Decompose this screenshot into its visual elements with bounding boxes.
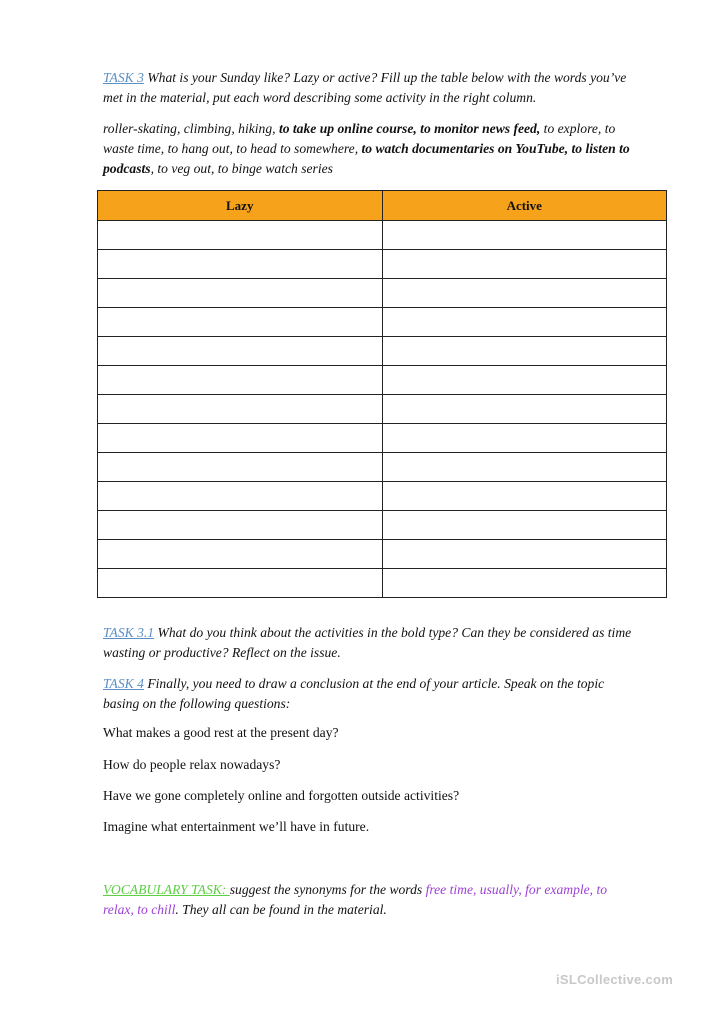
lazy-cell[interactable] — [98, 395, 383, 424]
vocabulary-task-text1: suggest the synonyms for the words — [229, 882, 426, 897]
word-list-part1: roller-skating, climbing, hiking, — [103, 121, 279, 136]
task31-label: TASK 3.1 — [103, 625, 155, 640]
question-item: How do people relax nowadays? — [103, 757, 281, 772]
lazy-cell[interactable] — [98, 453, 383, 482]
active-cell[interactable] — [382, 221, 667, 250]
active-cell[interactable] — [382, 250, 667, 279]
table-row — [98, 540, 667, 569]
word-list-bold1: to take up online course, to monitor news feed, — [278, 121, 541, 136]
question-item: Imagine what entertainment we’ll have in future. — [103, 819, 370, 834]
active-cell[interactable] — [382, 453, 667, 482]
vocabulary-task-text2: . They all can be found in the material. — [175, 902, 387, 917]
active-cell[interactable] — [382, 482, 667, 511]
task3-label: TASK 3 — [103, 70, 144, 85]
lazy-cell[interactable] — [98, 366, 383, 395]
table-row — [98, 453, 667, 482]
active-cell[interactable] — [382, 366, 667, 395]
task31-instructions — [103, 623, 678, 663]
task31-line1: What do you think about the activities in the bold type? Can they be considered as time — [154, 625, 632, 640]
lazy-cell[interactable] — [98, 511, 383, 540]
task4-instructions — [103, 674, 678, 714]
active-cell[interactable] — [382, 540, 667, 569]
table-row — [98, 308, 667, 337]
table-row — [98, 250, 667, 279]
word-list-part2: to explore, to — [540, 121, 616, 136]
table-body — [98, 221, 667, 598]
table-row — [98, 569, 667, 598]
task4-line1: Finally, you need to draw a conclusion at the end of your article. Speak on the topic — [143, 676, 605, 691]
task3-line2: met in the material, put each word describing some activity in the right column. — [103, 90, 537, 105]
vocabulary-task-label: VOCABULARY TASK: — [103, 882, 230, 897]
lazy-cell[interactable] — [98, 279, 383, 308]
task31-line2: wasting or productive? Reflect on the issue. — [103, 645, 341, 660]
active-cell[interactable] — [382, 511, 667, 540]
table-header-active: Active — [382, 191, 667, 221]
word-list — [103, 119, 678, 179]
word-list-bold2: to watch documentaries on YouTube, to listen to — [361, 141, 630, 156]
task4-label: TASK 4 — [103, 676, 144, 691]
table-row — [98, 395, 667, 424]
active-cell[interactable] — [382, 279, 667, 308]
active-cell[interactable] — [382, 424, 667, 453]
active-cell[interactable] — [382, 395, 667, 424]
question-item: What makes a good rest at the present day? — [103, 725, 339, 740]
task3-instructions — [103, 68, 678, 108]
lazy-cell[interactable] — [98, 569, 383, 598]
question-item: Have we gone completely online and forgotten outside activities? — [103, 788, 460, 803]
word-list-part3: waste time, to hang out, to head to somewhere, — [103, 141, 362, 156]
vocabulary-task — [103, 880, 678, 920]
table-row — [98, 482, 667, 511]
vocabulary-words-2: relax, to chill — [103, 902, 176, 917]
table-row — [98, 424, 667, 453]
active-cell[interactable] — [382, 337, 667, 366]
vocabulary-words-1: free time, usually, for example, to — [425, 882, 608, 897]
table-row — [98, 366, 667, 395]
task3-line1: What is your Sunday like? Lazy or active? Fill up the table below with the words you’ve — [147, 70, 627, 85]
table-row — [98, 221, 667, 250]
word-list-part4: , to veg out, to binge watch series — [150, 161, 333, 176]
lazy-cell[interactable] — [98, 250, 383, 279]
word-list-bold3: podcasts — [103, 161, 151, 176]
lazy-cell[interactable] — [98, 308, 383, 337]
lazy-cell[interactable] — [98, 540, 383, 569]
watermark-logo: iSLCollective.com — [556, 972, 674, 987]
table-header-lazy: Lazy — [98, 191, 383, 221]
table-row — [98, 511, 667, 540]
active-cell[interactable] — [382, 308, 667, 337]
lazy-active-table — [97, 190, 667, 598]
table-row — [98, 337, 667, 366]
lazy-cell[interactable] — [98, 482, 383, 511]
active-cell[interactable] — [382, 569, 667, 598]
lazy-cell[interactable] — [98, 337, 383, 366]
task4-line2: basing on the following questions: — [103, 696, 291, 711]
table-row — [98, 279, 667, 308]
lazy-cell[interactable] — [98, 221, 383, 250]
lazy-cell[interactable] — [98, 424, 383, 453]
